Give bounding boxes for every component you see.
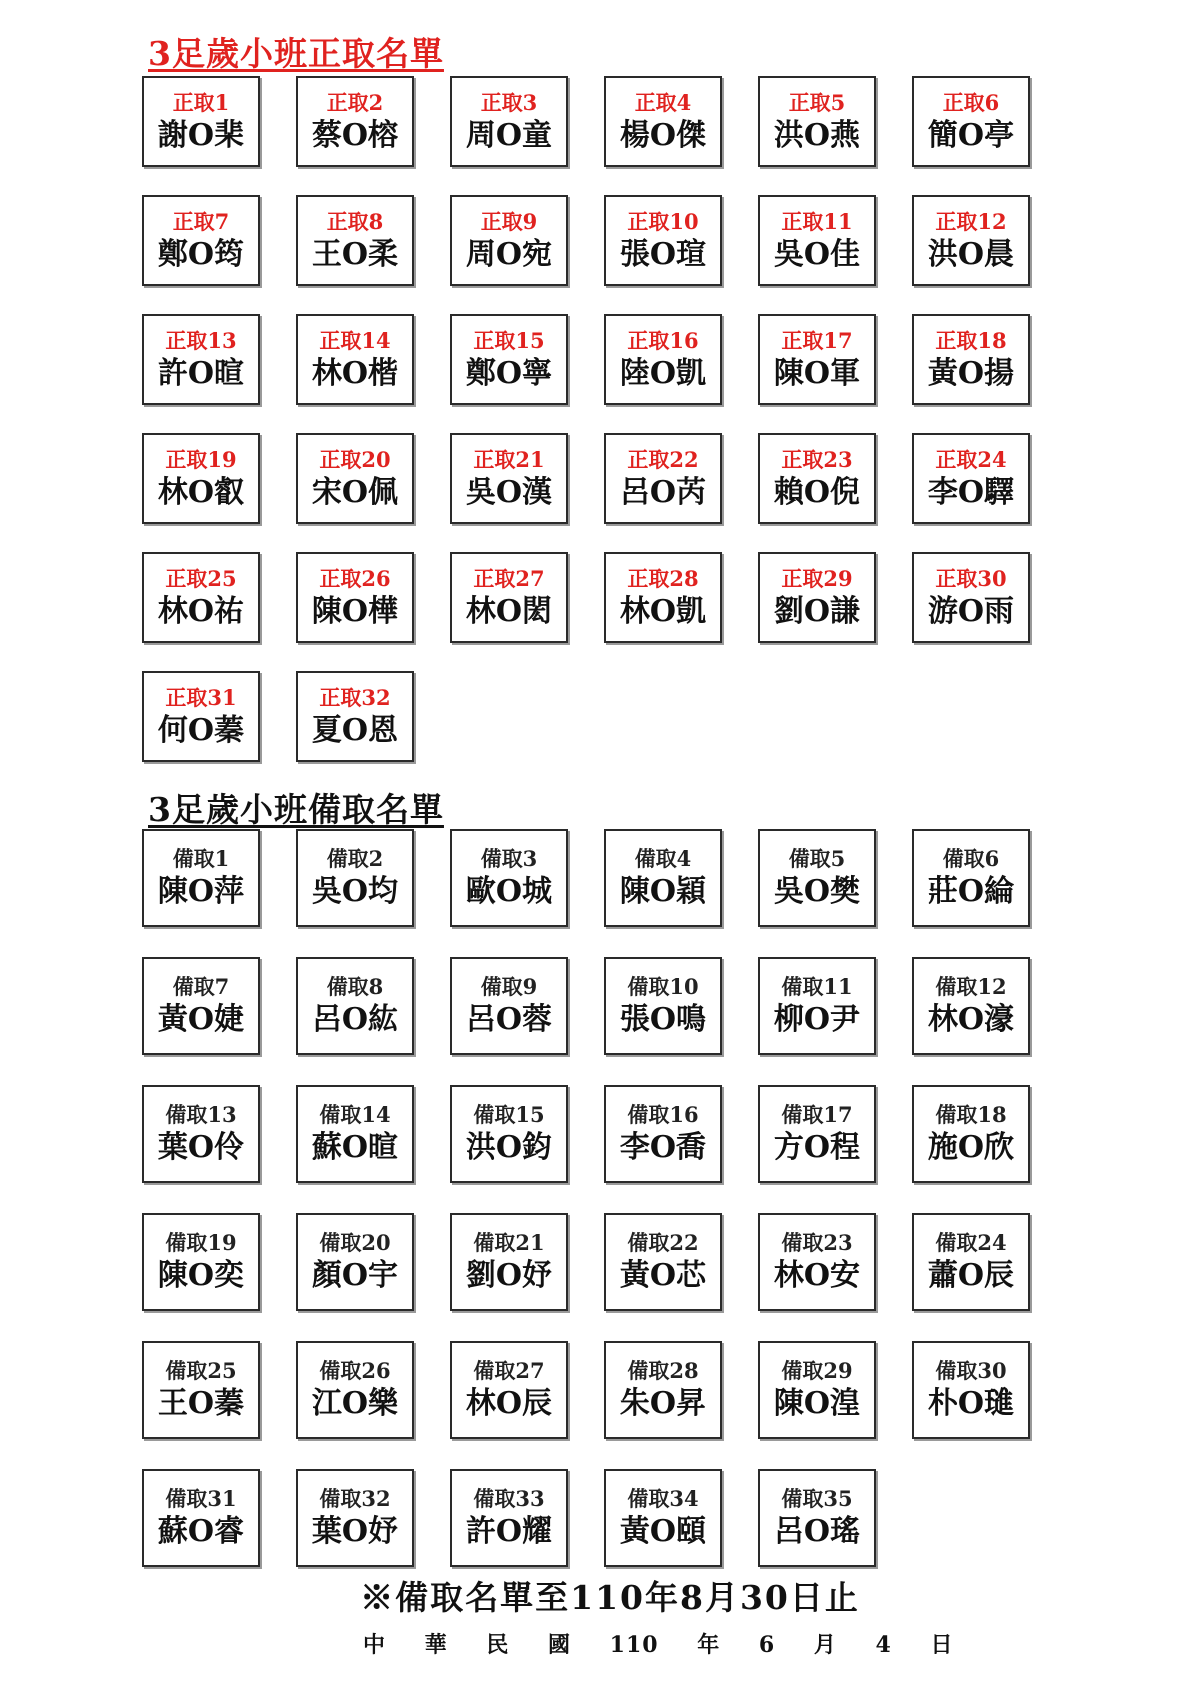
waitlist-entry-card	[604, 1085, 722, 1183]
waitlist-entry-card	[912, 1213, 1030, 1311]
child-name: 林O叡	[157, 474, 245, 510]
child-name: 吳O漢	[465, 474, 553, 510]
rank-label: 備取17	[781, 1102, 853, 1127]
child-name: 吳O佳	[773, 236, 861, 272]
child-name: 李O驛	[927, 474, 1015, 510]
rank-label: 備取20	[319, 1230, 391, 1255]
rank-label: 正取2	[326, 89, 384, 115]
waitlist-entry-card	[604, 829, 722, 927]
waitlist-entry-card	[604, 1341, 722, 1439]
waitlist-entry-card	[912, 1341, 1030, 1439]
rank-label: 正取11	[781, 208, 853, 234]
child-name: 柳O尹	[773, 1002, 861, 1037]
admitted-entry-card	[296, 433, 414, 524]
admitted-entry-card	[604, 195, 722, 286]
waitlist-entry-card	[604, 1469, 722, 1567]
child-name: 林O祐	[157, 593, 245, 629]
waitlist-entry-card	[142, 1469, 260, 1567]
child-name: 許O暄	[157, 355, 245, 391]
rank-label: 正取14	[319, 327, 391, 353]
rank-label: 正取7	[172, 208, 230, 234]
admitted-entry-card	[450, 552, 568, 643]
admitted-entry-card	[758, 314, 876, 405]
rank-label: 備取33	[473, 1486, 545, 1511]
rank-label: 正取22	[627, 446, 699, 472]
rank-label: 正取30	[935, 565, 1007, 591]
child-name: 王O蓁	[157, 1386, 245, 1421]
rank-label: 備取3	[480, 846, 538, 871]
child-name: 周O宛	[465, 236, 553, 272]
admitted-entry-card	[758, 433, 876, 524]
child-name: 呂O紘	[311, 1002, 399, 1037]
rank-label: 正取8	[326, 208, 384, 234]
rank-label: 備取16	[627, 1102, 699, 1127]
rank-label: 正取23	[781, 446, 853, 472]
waitlist-entry-card	[142, 957, 260, 1055]
admitted-entry-card	[450, 76, 568, 167]
rank-label: 備取8	[326, 974, 384, 999]
child-name: 吳O均	[311, 874, 399, 909]
child-name: 陳O奕	[157, 1258, 245, 1293]
waitlist-title: 3足歲小班備取名單	[148, 790, 444, 829]
admitted-entry-card	[296, 671, 414, 762]
rank-label: 備取11	[781, 974, 853, 999]
child-name: 楊O傑	[619, 117, 707, 153]
child-name: 林O辰	[465, 1386, 553, 1421]
waitlist-entry-card	[142, 829, 260, 927]
rank-label: 正取16	[627, 327, 699, 353]
admitted-entry-card	[296, 76, 414, 167]
admitted-entry-card	[142, 195, 260, 286]
waitlist-grid	[142, 829, 1030, 1567]
admitted-entry-card	[142, 76, 260, 167]
child-name: 葉O伶	[157, 1130, 245, 1165]
admitted-grid	[142, 76, 1030, 762]
rank-label: 正取21	[473, 446, 545, 472]
child-name: 葉O妤	[311, 1514, 399, 1549]
rank-label: 備取22	[627, 1230, 699, 1255]
child-name: 陳O樺	[311, 593, 399, 629]
rank-label: 正取10	[627, 208, 699, 234]
child-name: 呂O瑤	[773, 1514, 861, 1549]
child-name: 張O瑄	[619, 236, 707, 272]
admitted-entry-card	[296, 195, 414, 286]
child-name: 吳O樊	[773, 874, 861, 909]
child-name: 江O樂	[311, 1386, 399, 1421]
child-name: 劉O謙	[773, 593, 861, 629]
child-name: 方O程	[773, 1130, 861, 1165]
child-name: 游O雨	[927, 593, 1015, 629]
child-name: 林O楷	[311, 355, 399, 391]
child-name: 鄭O寧	[465, 355, 553, 391]
child-name: 張O鳴	[619, 1002, 707, 1037]
rank-label: 正取20	[319, 446, 391, 472]
admitted-entry-card	[912, 433, 1030, 524]
waitlist-entry-card	[296, 829, 414, 927]
child-name: 何O蓁	[157, 712, 245, 748]
child-name: 蘇O暄	[311, 1130, 399, 1165]
rank-label: 正取18	[935, 327, 1007, 353]
child-name: 蘇O睿	[157, 1514, 245, 1549]
child-name: 陳O穎	[619, 874, 707, 909]
waitlist-entry-card	[758, 1085, 876, 1183]
waitlist-entry-card	[142, 1213, 260, 1311]
waitlist-entry-card	[758, 829, 876, 927]
admitted-entry-card	[604, 433, 722, 524]
rank-label: 正取6	[942, 89, 1000, 115]
rank-label: 正取19	[165, 446, 237, 472]
rank-label: 備取27	[473, 1358, 545, 1383]
waitlist-entry-card	[450, 1085, 568, 1183]
rank-label: 正取15	[473, 327, 545, 353]
waitlist-entry-card	[296, 1341, 414, 1439]
rank-label: 備取31	[165, 1486, 237, 1511]
rank-label: 正取9	[480, 208, 538, 234]
child-name: 施O欣	[927, 1130, 1015, 1165]
child-name: 劉O妤	[465, 1258, 553, 1293]
rank-label: 備取32	[319, 1486, 391, 1511]
rank-label: 備取4	[634, 846, 692, 871]
child-name: 洪O燕	[773, 117, 861, 153]
child-name: 李O喬	[619, 1130, 707, 1165]
admitted-entry-card	[604, 76, 722, 167]
waitlist-entry-card	[296, 1213, 414, 1311]
child-name: 朱O昇	[619, 1386, 707, 1421]
child-name: 黃O揚	[927, 355, 1015, 391]
rank-label: 正取28	[627, 565, 699, 591]
rank-label: 備取9	[480, 974, 538, 999]
waitlist-entry-card	[604, 1213, 722, 1311]
rank-label: 備取34	[627, 1486, 699, 1511]
rank-label: 正取4	[634, 89, 692, 115]
child-name: 洪O晨	[927, 236, 1015, 272]
rank-label: 正取17	[781, 327, 853, 353]
admitted-list-title: 3足歲小班正取名單	[148, 34, 444, 73]
waitlist-entry-card	[296, 1469, 414, 1567]
rank-label: 備取21	[473, 1230, 545, 1255]
child-name: 黃O頤	[619, 1514, 707, 1549]
child-name: 夏O恩	[311, 712, 399, 748]
waitlist-entry-card	[450, 1469, 568, 1567]
admitted-entry-card	[912, 76, 1030, 167]
rank-label: 正取25	[165, 565, 237, 591]
waitlist-entry-card	[604, 957, 722, 1055]
admitted-entry-card	[142, 433, 260, 524]
rank-label: 正取13	[165, 327, 237, 353]
child-name: 蕭O辰	[927, 1258, 1015, 1293]
child-name: 黃O芯	[619, 1258, 707, 1293]
rank-label: 正取12	[935, 208, 1007, 234]
child-name: 王O柔	[311, 236, 399, 272]
waitlist-entry-card	[912, 829, 1030, 927]
waitlist-entry-card	[296, 1085, 414, 1183]
admitted-entry-card	[758, 552, 876, 643]
admitted-entry-card	[912, 314, 1030, 405]
rank-label: 正取32	[319, 684, 391, 710]
admitted-entry-card	[142, 314, 260, 405]
rank-label: 正取3	[480, 89, 538, 115]
child-name: 周O童	[465, 117, 553, 153]
rank-label: 備取24	[935, 1230, 1007, 1255]
child-name: 顏O宇	[311, 1258, 399, 1293]
child-name: 許O耀	[465, 1514, 553, 1549]
rank-label: 備取10	[627, 974, 699, 999]
admitted-entry-card	[912, 195, 1030, 286]
rank-label: 備取29	[781, 1358, 853, 1383]
waitlist-deadline-note: ※備取名單至110年8月30日止	[360, 1578, 860, 1617]
child-name: 林O閎	[465, 593, 553, 629]
admitted-entry-card	[296, 552, 414, 643]
admitted-entry-card	[450, 433, 568, 524]
child-name: 陳O湟	[773, 1386, 861, 1421]
child-name: 林O濠	[927, 1002, 1015, 1037]
admitted-entry-card	[296, 314, 414, 405]
admitted-entry-card	[142, 671, 260, 762]
admitted-entry-card	[142, 552, 260, 643]
rank-label: 備取7	[172, 974, 230, 999]
admitted-entry-card	[450, 314, 568, 405]
child-name: 陸O凱	[619, 355, 707, 391]
child-name: 謝O棐	[157, 117, 245, 153]
child-name: 林O凱	[619, 593, 707, 629]
rank-label: 正取1	[172, 89, 230, 115]
admitted-entry-card	[604, 552, 722, 643]
waitlist-entry-card	[450, 1341, 568, 1439]
rank-label: 正取27	[473, 565, 545, 591]
rank-label: 正取5	[788, 89, 846, 115]
rank-label: 備取30	[935, 1358, 1007, 1383]
rank-label: 備取5	[788, 846, 846, 871]
rank-label: 備取35	[781, 1486, 853, 1511]
rank-label: 備取2	[326, 846, 384, 871]
waitlist-entry-card	[758, 1341, 876, 1439]
waitlist-entry-card	[758, 1469, 876, 1567]
child-name: 簡O亭	[927, 117, 1015, 153]
admitted-entry-card	[604, 314, 722, 405]
child-name: 洪O鈞	[465, 1130, 553, 1165]
waitlist-entry-card	[758, 957, 876, 1055]
waitlist-entry-card	[450, 1213, 568, 1311]
child-name: 宋O佩	[311, 474, 399, 510]
rank-label: 備取19	[165, 1230, 237, 1255]
waitlist-entry-card	[450, 829, 568, 927]
admitted-entry-card	[450, 195, 568, 286]
child-name: 賴O倪	[773, 474, 861, 510]
child-name: 呂O芮	[619, 474, 707, 510]
rank-label: 正取29	[781, 565, 853, 591]
waitlist-entry-card	[758, 1213, 876, 1311]
child-name: 莊O綸	[927, 874, 1015, 909]
waitlist-entry-card	[912, 1085, 1030, 1183]
admitted-entry-card	[758, 76, 876, 167]
child-name: 林O安	[773, 1258, 861, 1293]
rank-label: 備取1	[172, 846, 230, 871]
announcement-date: 中 華 民 國 110 年 6 月 4 日	[363, 1632, 954, 1658]
rank-label: 備取28	[627, 1358, 699, 1383]
rank-label: 正取26	[319, 565, 391, 591]
child-name: 呂O蓉	[465, 1002, 553, 1037]
rank-label: 備取23	[781, 1230, 853, 1255]
rank-label: 備取18	[935, 1102, 1007, 1127]
child-name: 歐O城	[465, 874, 553, 909]
rank-label: 備取13	[165, 1102, 237, 1127]
child-name: 陳O萍	[157, 874, 245, 909]
waitlist-entry-card	[142, 1085, 260, 1183]
rank-label: 備取25	[165, 1358, 237, 1383]
waitlist-entry-card	[912, 957, 1030, 1055]
child-name: 鄭O筠	[157, 236, 245, 272]
child-name: 陳O軍	[773, 355, 861, 391]
rank-label: 正取31	[165, 684, 237, 710]
waitlist-entry-card	[296, 957, 414, 1055]
waitlist-entry-card	[450, 957, 568, 1055]
rank-label: 正取24	[935, 446, 1007, 472]
child-name: 朴O璡	[927, 1386, 1015, 1421]
admitted-entry-card	[758, 195, 876, 286]
rank-label: 備取15	[473, 1102, 545, 1127]
child-name: 黃O婕	[157, 1002, 245, 1037]
rank-label: 備取12	[935, 974, 1007, 999]
waitlist-entry-card	[142, 1341, 260, 1439]
admitted-entry-card	[912, 552, 1030, 643]
child-name: 蔡O榕	[311, 117, 399, 153]
rank-label: 備取14	[319, 1102, 391, 1127]
rank-label: 備取26	[319, 1358, 391, 1383]
rank-label: 備取6	[942, 846, 1000, 871]
